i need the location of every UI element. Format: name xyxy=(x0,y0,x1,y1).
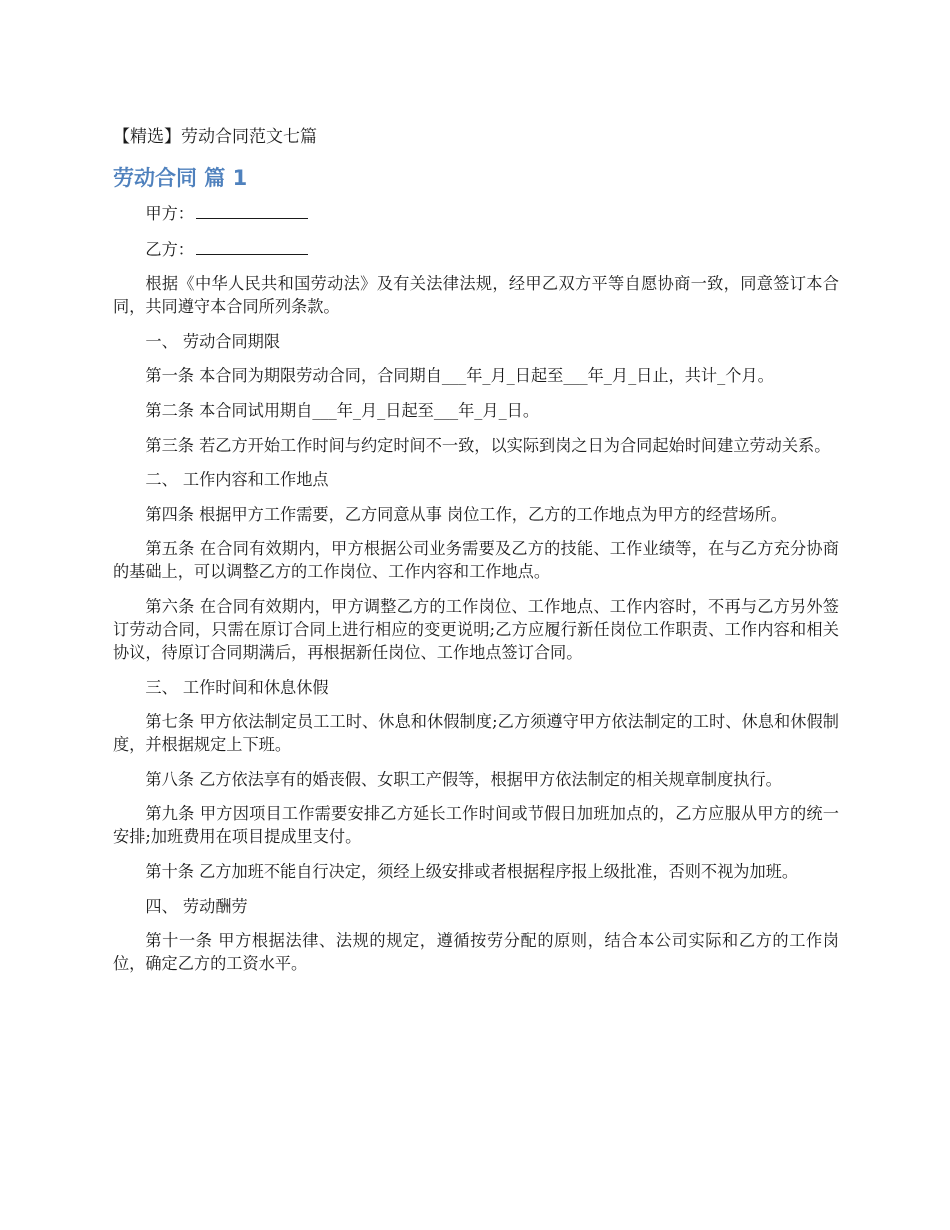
clause-7: 第七条 甲方依法制定员工工时、休息和休假制度;乙方须遵守甲方依法制定的工时、休息和休假制度，并根据规定上下班。 xyxy=(113,712,839,755)
clause-6: 第六条 在合同有效期内，甲方调整乙方的工作岗位、工作地点、工作内容时，不再与乙方另外签订劳动合同，只需在原订合同上进行相应的变更说明;乙方应履行新任岗位工作职责、工作内容和相关协议，待原订合同期满后，再根据新任岗位、工作地点签订合同。 xyxy=(113,596,839,662)
clause-2: 第二条 本合同试用期自___年_月_日起至___年_月_日。 xyxy=(145,400,540,420)
party-b-line xyxy=(113,237,839,261)
party-a-line xyxy=(113,201,839,225)
clause-5: 第五条 在合同有效期内，甲方根据公司业务需要及乙方的技能、工作业绩等，在与乙方充分协商的基础上，可以调整乙方的工作岗位、工作内容和工作地点。 xyxy=(113,539,839,582)
party-a-label: 甲方： xyxy=(145,204,194,223)
section-title-hours: 三、 工作时间和休息休假 xyxy=(145,677,329,697)
clause-10: 第十条 乙方加班不能自行决定，须经上级安排或者根据程序报上级批准，否则不视为加班。 xyxy=(145,861,799,881)
section-title-pay: 四、 劳动酬劳 xyxy=(145,896,248,916)
section-title-work: 二、 工作内容和工作地点 xyxy=(145,470,329,490)
document-body xyxy=(113,201,839,987)
clause-11: 第十一条 甲方根据法律、法规的规定，遵循按劳分配的原则，结合本公司实际和乙方的工作岗位，确定乙方的工资水平。 xyxy=(113,931,839,974)
party-b-label: 乙方： xyxy=(145,239,194,259)
paragraph-preamble: 根据《中华人民共和国劳动法》及有关法律法规，经甲乙双方平等自愿协商一致，同意签订本合同，共同遵守本合同所列条款。 xyxy=(113,274,839,317)
section-heading: 劳动合同 篇 1 xyxy=(113,166,248,190)
document-title: 【精选】劳动合同范文七篇 xyxy=(113,127,317,147)
clause-1: 第一条 本合同为期限劳动合同，合同期自___年_月_日起至___年_月_日止，共计_个月。 xyxy=(145,366,774,386)
party-a-blank xyxy=(196,201,308,219)
party-b-blank xyxy=(196,237,308,255)
clause-8: 第八条 乙方依法享有的婚丧假、女职工产假等，根据甲方依法制定的相关规章制度执行。 xyxy=(145,769,782,789)
clause-3: 第三条 若乙方开始工作时间与约定时间不一致，以实际到岗之日为合同起始时间建立劳动关系。 xyxy=(145,435,831,455)
section-title-term: 一、 劳动合同期限 xyxy=(145,331,281,351)
clause-9: 第九条 甲方因项目工作需要安排乙方延长工作时间或节假日加班加点的，乙方应服从甲方的统一安排;加班费用在项目提成里支付。 xyxy=(113,804,839,847)
clause-4: 第四条 根据甲方工作需要，乙方同意从事 岗位工作，乙方的工作地点为甲方的经营场所。 xyxy=(145,504,787,524)
